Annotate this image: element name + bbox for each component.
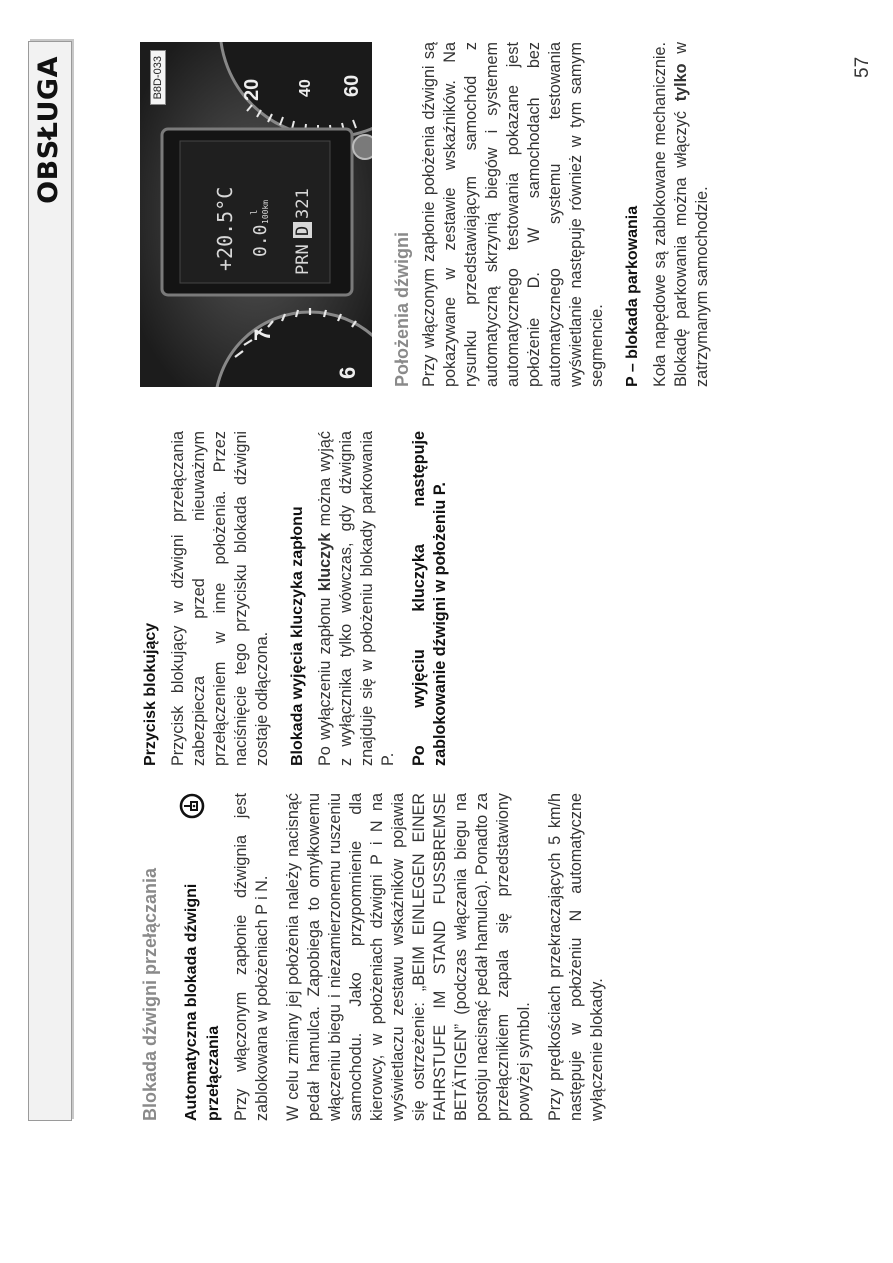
gear-indicator-prefix: PRN [293, 244, 313, 275]
column-1 [140, 793, 618, 1121]
paragraph: Przy włączonym zapłonie dźwignia jest zablokowana w położeniach P i N. [232, 793, 271, 1121]
reset-knob [353, 135, 372, 159]
paragraph: W celu zmiany jej położenia należy nacisnąć pedał hamulca. Zapobiega to omyłkowemu włączeniu biegu i niezamierzonemu ruszeniu samochodu. Jako przypomnienie dla kierowcy, w położeniach dźwigni P i N na wyświetlaczu zestawu wskaźników pojawia się ostrzeżenie: „BEIM EINLEGEN EINER FAHRSTUFE IM STAND FUSSBREMSE BETÄTIGEN” (podczas włączania biegu na postoju nacisnąć pedał hamulca). Ponadto za przełącznikiem zapala się przedstawiony powyżej symbol. [284, 793, 533, 1121]
paragraph [315, 431, 399, 766]
gauge-label: 6 [335, 366, 360, 379]
page-header-title: OBSŁUGA [33, 56, 64, 204]
gauge-label: 20 [241, 78, 263, 101]
subtitle-lock-button: Przycisk blokujący [142, 622, 159, 766]
gear-selected: D [293, 225, 313, 236]
figure-code-label: B8D-033 [150, 50, 166, 105]
gear-indicator-suffix: 321 [293, 188, 313, 219]
instrument-cluster-illustration [140, 42, 372, 387]
subtitle-parking-lock: P – blokada parkowania [624, 205, 641, 387]
shift-lock-icon [179, 793, 205, 819]
gauge-label: 7 [250, 328, 275, 341]
subtitle-key-lock: Blokada wyjęcia kluczyka zapłonu [289, 506, 306, 766]
text-run: można wyjąć z wyłącznika tylko wówczas, gdy dźwignia znajduje się w położeniu blokady parkowania P. [316, 431, 397, 766]
column-2 [140, 431, 461, 766]
bold-text: kluczyk [316, 532, 334, 592]
section-title-lever-positions: Położenia dźwigni [392, 231, 412, 387]
paragraph [650, 42, 713, 387]
paragraph: Przy prędkościach przekraczających 5 km/h następuje w położeniu N automatyczne wyłączenie blokady. [546, 793, 606, 1121]
gauge-label: 60 [341, 74, 363, 97]
subtitle-automatic-lock: Automatyczna blokada dźwigni przełączania [183, 883, 222, 1121]
instrument-cluster-figure [140, 42, 372, 387]
text-run: w zatrzymanym samochodzie. [672, 42, 711, 387]
text-run: Po wyłączeniu zapłonu [316, 591, 334, 766]
paragraph: Przy włączonym zapłonie położenia dźwigni są pokazywane w zestawie wskaźników. Na rysunku przedstawiającym samochód z automatyczną skrzynią biegów i systemem automatycznego testowania pokazane jest położenie D. W samochodach bez automatycznego systemu testowania wyświetlanie następuje również w tym samym segmencie. [420, 42, 606, 387]
bold-paragraph: Po wyjęciu kluczyka następuje zablokowanie dźwigni w położeniu P. [410, 431, 449, 766]
consumption-unit: l [250, 209, 260, 215]
bold-text: tylko [672, 63, 690, 102]
column-3-text [392, 42, 723, 387]
subtitle-row [167, 793, 231, 1121]
consumption-unit: 100km [261, 199, 270, 224]
page-number: 57 [852, 56, 873, 78]
temperature-readout: +20.5°C [213, 186, 237, 271]
gauge-label: 40 [297, 79, 314, 97]
header-bar [28, 41, 72, 1121]
section-title-shift-lock: Blokada dźwigni przełączania [140, 867, 160, 1121]
text-run: Koła napędowe są zablokowane mechanicznie. Blokadę parkowania można włączyć [651, 42, 690, 387]
paragraph: Przycisk blokujący w dźwigni przełączania zabezpiecza przed nieuważnym przełączeniem w inne położenia. Przez naciśnięcie tego przycisku blokada dźwigni zostaje odłączona. [169, 431, 271, 766]
consumption-readout: 0.0 [250, 224, 271, 257]
